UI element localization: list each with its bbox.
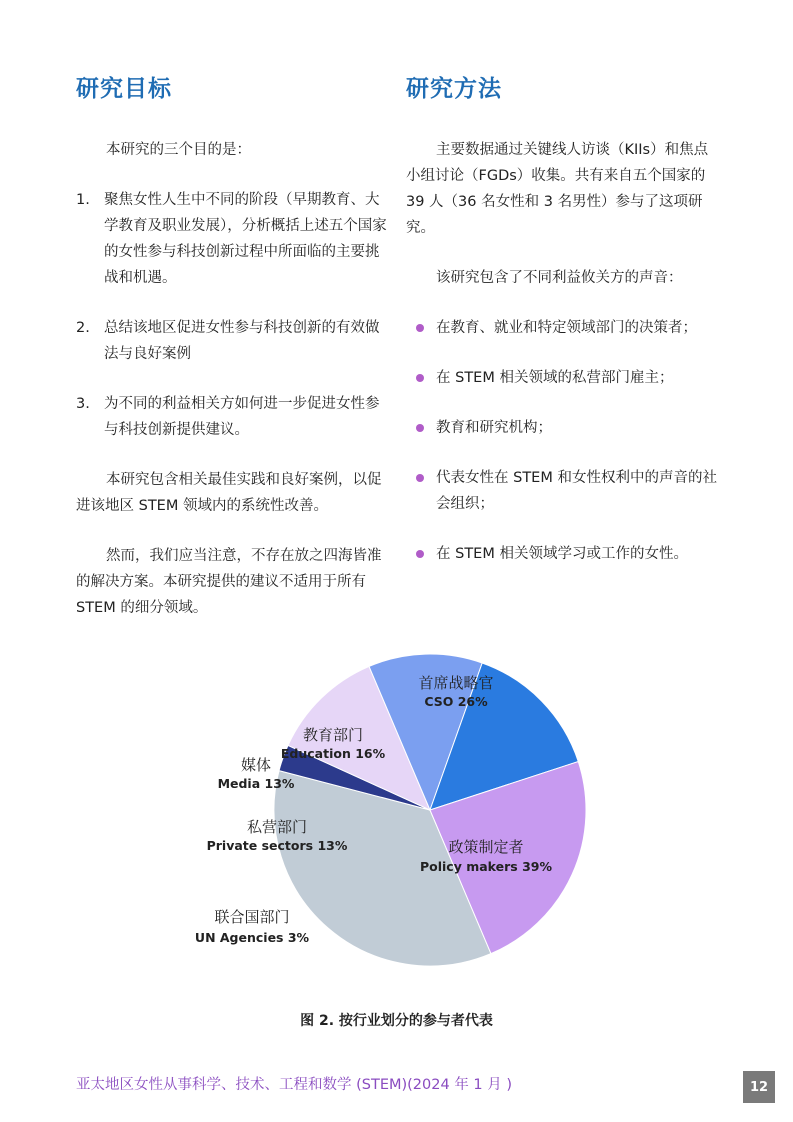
figure-caption: 图 2. 按行业划分的参与者代表 [300, 1013, 493, 1029]
goal-item: 2. 总结该地区促进女性参与科技创新的有效做法与良好案例 [76, 320, 380, 362]
voice-item: 在教育、就业和特定领域部门的决策者； [406, 315, 718, 341]
pie-label-zh: 联合国部门 [214, 908, 290, 926]
left-column [76, 70, 388, 621]
caveat-paragraph: 然而，我们应当注意，不存在放之四海皆准的解决方案。本研究提供的建议不适用于所有 STEM 的细分领域。 [76, 548, 382, 616]
page-number: 12 [743, 1071, 775, 1103]
bullet-icon [416, 550, 424, 558]
pie-label-en: Private sectors 13% [206, 838, 348, 853]
pie-label-en: UN Agencies 3% [194, 930, 310, 945]
methods-paragraph: 主要数据通过关键线人访谈（KIIs）和焦点小组讨论（FGDs）收集。共有来自五个国家的 39 人（36 名女性和 3 名男性）参与了这项研究。 [406, 142, 709, 236]
research-methods-heading: 研究方法 [406, 76, 502, 102]
pie-label-zh: 首席战略官 [418, 674, 494, 692]
pie-label-en: CSO 26% [424, 694, 488, 709]
goal-item: 1. 聚焦女性人生中不同的阶段（早期教育、大学教育及职业发展），分析概括上述五个国家的女性参与科技创新过程中所面临的主要挑战和机遇。 [76, 192, 387, 286]
pie-label-zh: 私营部门 [246, 818, 308, 836]
voice-item: 教育和研究机构； [406, 415, 718, 441]
research-goals-heading: 研究目标 [76, 76, 172, 102]
pie-label-en: Education 16% [280, 746, 386, 761]
bullet-icon [416, 374, 424, 382]
bullet-icon [416, 324, 424, 332]
voice-item: 代表女性在 STEM 和女性权利中的声音的社会组织； [406, 465, 718, 517]
pie-label-en: Media 13% [217, 776, 295, 791]
participants-pie-chart [0, 640, 793, 980]
pie-label-zh: 政策制定者 [448, 838, 524, 856]
footer-title: 亚太地区女性从事科学、技术、工程和数学 (STEM)(2024 年 1 月 ) [76, 1077, 513, 1093]
pie-label-zh: 媒体 [240, 756, 272, 774]
voice-item: 在 STEM 相关领域学习或工作的女性。 [406, 541, 718, 567]
voice-item: 在 STEM 相关领域的私营部门雇主； [406, 365, 718, 391]
goal-item: 3. 为不同的利益相关方如何进一步促进女性参与科技创新提供建议。 [76, 396, 380, 438]
best-practice-paragraph: 本研究包含相关最佳实践和良好案例，以促进该地区 STEM 领域内的系统性改善。 [76, 472, 382, 514]
pie-label-en: Policy makers 39% [419, 859, 553, 874]
pie-label-zh: 教育部门 [302, 726, 364, 744]
bullet-icon [416, 424, 424, 432]
voices-intro: 该研究包含了不同利益攸关方的声音： [436, 270, 683, 286]
bullet-icon [416, 474, 424, 482]
voices-list [406, 315, 718, 567]
goals-list [76, 187, 388, 443]
goals-intro: 本研究的三个目的是： [106, 142, 251, 158]
right-column [406, 70, 718, 591]
